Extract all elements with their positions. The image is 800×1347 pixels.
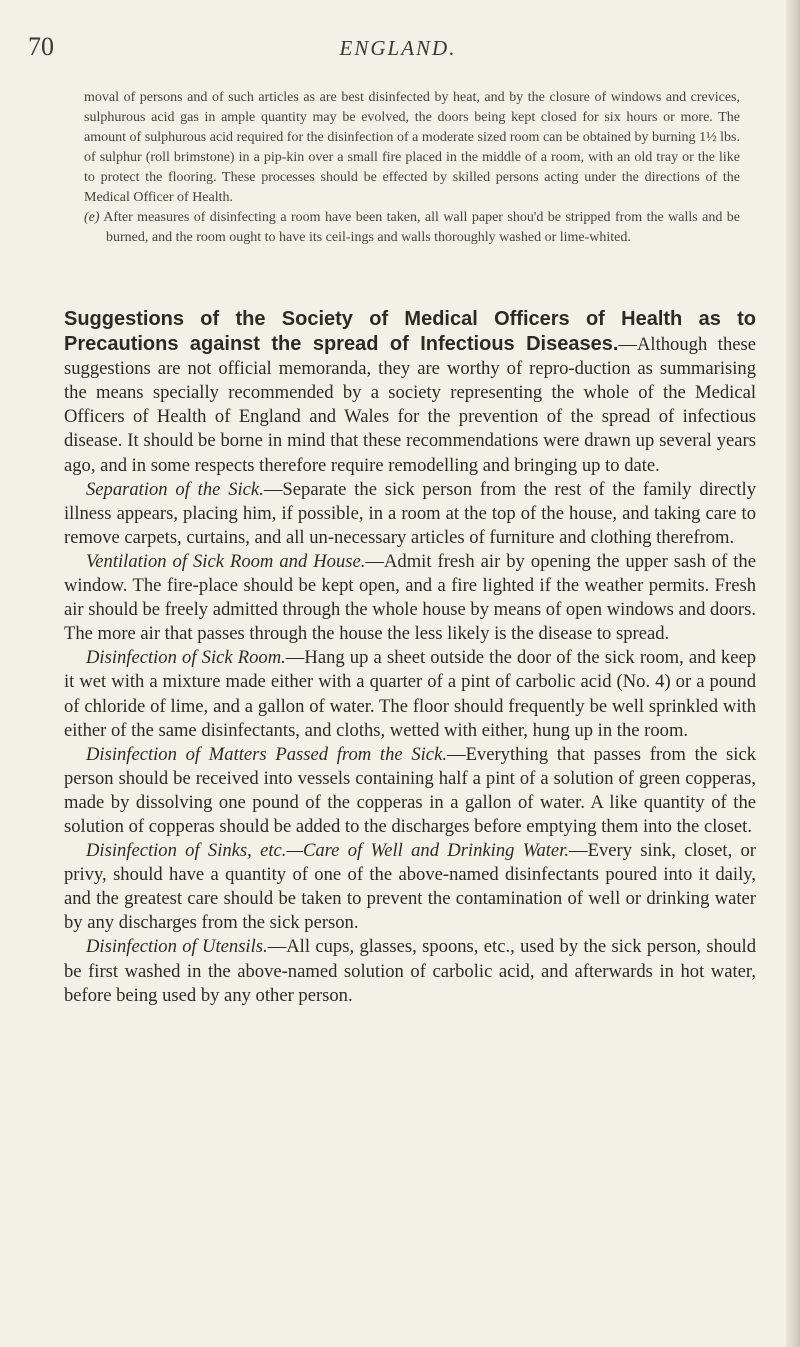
- subsection-title: Separation of the Sick.: [86, 478, 264, 500]
- subsection-text: —Everything that passes from the sick person should be received into vessels containing half a pint of a solution of green copperas, made by dissolving one pound of the copperas in a gallon of water. A like quantity of the solution of copperas should be added to the discharges before emptying them into the closet.: [64, 743, 756, 837]
- section-heading: Suggestions of the Society of Medical Officers of Health as to Precautions against the spread of Infectious Diseases.: [64, 308, 756, 356]
- subsection-title: Disinfection of Sick Room.: [86, 647, 286, 669]
- subsection-text: —All cups, glasses, spoons, etc., used by the sick person, should be first washed in the above-named solution of carbolic acid, and afterwards in hot water, before being used by any other person.: [64, 936, 756, 1006]
- small-paragraph-e: [84, 208, 740, 248]
- subsection-title: Disinfection of Sinks, etc.—Care of Well and Drinking Water.: [86, 840, 570, 862]
- subsection-disinfection-matters: [64, 743, 756, 839]
- main-text: [64, 307, 756, 1008]
- running-head: ENGLAND.: [339, 36, 457, 60]
- subsection-text: —Every sink, closet, or privy, should have a quantity of one of the above-named disinfectants poured into it daily, and the greatest care should be taken to prevent the contamination of well or drinking water by any discharges from the sick person.: [64, 840, 756, 934]
- small-print-block: [84, 88, 740, 248]
- page-edge-shadow: [786, 0, 800, 1347]
- subsection-ventilation: [64, 550, 756, 646]
- subsection-text: —Hang up a sheet outside the door of the sick room, and keep it wet with a mixture made either with a quarter of a pint of carbolic acid (No. 4) or a pound of chloride of lime, and a gallon of water. The floor should frequently be well sprinkled with either of the same disinfectants, and cloths, wetted with either, hung up in the room.: [64, 647, 756, 741]
- subsection-disinfection-utensils: [64, 935, 756, 1007]
- subsection-disinfection-room: [64, 646, 756, 742]
- intro-paragraph: [64, 307, 756, 478]
- subsection-title: Ventilation of Sick Room and House.: [86, 550, 366, 572]
- paragraph-marker: (e): [84, 210, 100, 225]
- page-number: 70: [28, 32, 54, 61]
- subsection-text: —Admit fresh air by opening the upper sash of the window. The fire-place should be kept open, and a fire lighted if the weather permits. Fresh air should be freely admitted through the whole house by means of open windows and doors. The more air that passes through the house the less likely is the disease to spread.: [64, 550, 756, 645]
- subsection-text: —Separate the sick person from the rest of the family directly illness appears, placing him, if possible, in a room at the top of the house, and taking care to remove carpets, curtains, and all un-necessary articles of furniture and clothing therefrom.: [64, 478, 756, 548]
- subsection-title: Disinfection of Matters Passed from the Sick.: [86, 743, 447, 765]
- small-paragraph: moval of persons and of such articles as are best disinfected by heat, and by the closure of windows and crevices, sulphurous acid gas in ample quantity may be evolved, the doors being kept closed for six hours or more. The amount of sulphurous acid required for the disinfection of a moderate sized room can be obtained by burning 1½ lbs. of sulphur (roll brimstone) in a pip-kin over a small fire placed in the middle of a room, with an old tray or the like to protect the flooring. These processes should be effected by skilled persons acting under the directions of the Medical Officer of Health.: [84, 90, 740, 205]
- subsection-separation: [64, 478, 756, 550]
- subsection-title: Disinfection of Utensils.: [86, 936, 268, 958]
- subsection-disinfection-sinks: [64, 839, 756, 935]
- intro-text: —Although these suggestions are not official memoranda, they are worthy of repro-duction as summarising the means specially recommended by a society representing the whole of the Medical Officers of Health of England and Wales for the prevention of the spread of infectious disease. It should be borne in mind that these recommendations were drawn up several years ago, and in some respects therefore require remodelling and bringing up to date.: [64, 334, 756, 476]
- page-header: [28, 32, 768, 72]
- small-paragraph-text: After measures of disinfecting a room have been taken, all wall paper shou'd be stripped from the walls and be burned, and the room ought to have its ceil-ings and walls thoroughly washed or lime-whited.: [103, 210, 740, 245]
